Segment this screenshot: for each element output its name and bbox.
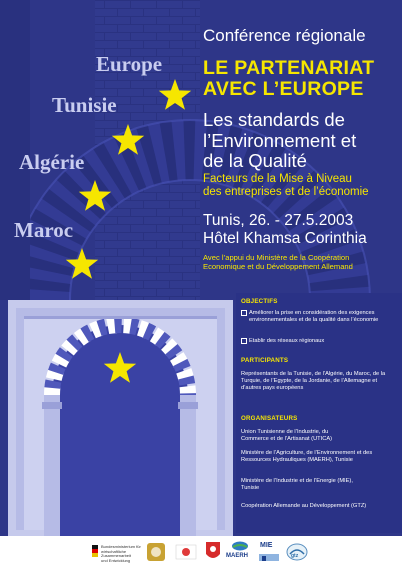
objectif-text: Etablir des réseaux régionaux xyxy=(249,338,325,344)
organisateur-item: Ministère de l’Agriculture, de l’Environnement et des Ressources Hydrauliques (MAERH), Tunisie xyxy=(241,450,373,463)
globe-icon xyxy=(231,541,249,551)
main-title xyxy=(203,58,374,100)
german-flag-icon xyxy=(92,544,100,558)
gtz-swirl-icon xyxy=(286,542,308,562)
support-line: Avec l’appui du Ministère de la Coopération xyxy=(203,253,350,262)
organisateur-item: Coopération Allemande au Développement (GTZ) xyxy=(241,503,367,509)
factors-line: Facteurs de la Mise à Niveau xyxy=(203,173,352,185)
objectif-item xyxy=(241,338,396,347)
participants-text: Représentants de la Tunisie, de l’Algérie, du Maroc, de la Turquie, de l’Egypte, de la Jordanie, de l’Allemagne et d’autres pays européens xyxy=(241,371,386,391)
checkbox-square-icon xyxy=(241,338,247,344)
event-venue: Hôtel Khamsa Corinthia xyxy=(203,230,367,247)
subtitle-line: l’Environnement et xyxy=(203,129,357,151)
participants-heading: PARTICIPANTS xyxy=(241,357,289,364)
support-text xyxy=(203,253,353,271)
subtitle xyxy=(203,110,356,172)
conference-label: Conférence régionale xyxy=(203,26,366,45)
support-line: Economique et du Développement Allemand xyxy=(203,262,353,271)
objectif-item xyxy=(241,310,396,324)
checkbox-square-icon xyxy=(241,310,247,316)
country-tunisie: Tunisie xyxy=(52,93,117,117)
gtz-label: gtz xyxy=(291,553,299,559)
organisateurs-heading: ORGANISATEURS xyxy=(241,415,298,422)
objectif-text: Améliorer la prise en considération des exigences environnementales et de la qualité dans l’économie xyxy=(249,310,379,323)
factors-line: des entreprises et de l’économie xyxy=(203,186,369,198)
objectifs-heading: OBJECTIFS xyxy=(241,298,278,305)
subtitle-line: Les standards de xyxy=(203,109,345,130)
organisateur-item: Ministère de l’Industrie et de l’Energie (MIE), Tunisie xyxy=(241,478,353,491)
event-date: Tunis, 26. - 27.5.2003 xyxy=(203,212,354,229)
event-info xyxy=(203,212,367,248)
industry-icon xyxy=(258,552,280,562)
main-title-line: LE PARTENARIAT xyxy=(203,57,375,79)
country-europe: Europe xyxy=(96,52,163,76)
maerh-logo xyxy=(226,541,254,563)
lower-gate xyxy=(8,300,233,536)
maerh-label: MAERH xyxy=(226,553,248,559)
subtitle-line: de la Qualité xyxy=(203,150,307,171)
factors-text xyxy=(203,173,369,199)
tunisia-coat-of-arms-icon xyxy=(204,540,222,564)
country-maroc: Maroc xyxy=(14,218,74,242)
emblem-icon xyxy=(174,541,198,563)
mie-logo xyxy=(258,540,282,564)
logo-footer: Bundesministerium für wirtschaftliche Zusammenarbeit und Entwicklung MAERH MIE gtz xyxy=(0,536,402,568)
mie-label: MIE xyxy=(260,542,273,549)
utica-emblem-icon xyxy=(145,541,167,563)
country-algerie: Algérie xyxy=(19,150,85,174)
info-panel xyxy=(236,293,402,533)
main-title-line: AVEC L’EUROPE xyxy=(203,78,364,100)
organisateur-item: Union Tunisienne de l’Industrie, du Commerce et de l’Artisanat (UTICA) xyxy=(241,429,333,442)
gtz-logo xyxy=(286,542,310,562)
